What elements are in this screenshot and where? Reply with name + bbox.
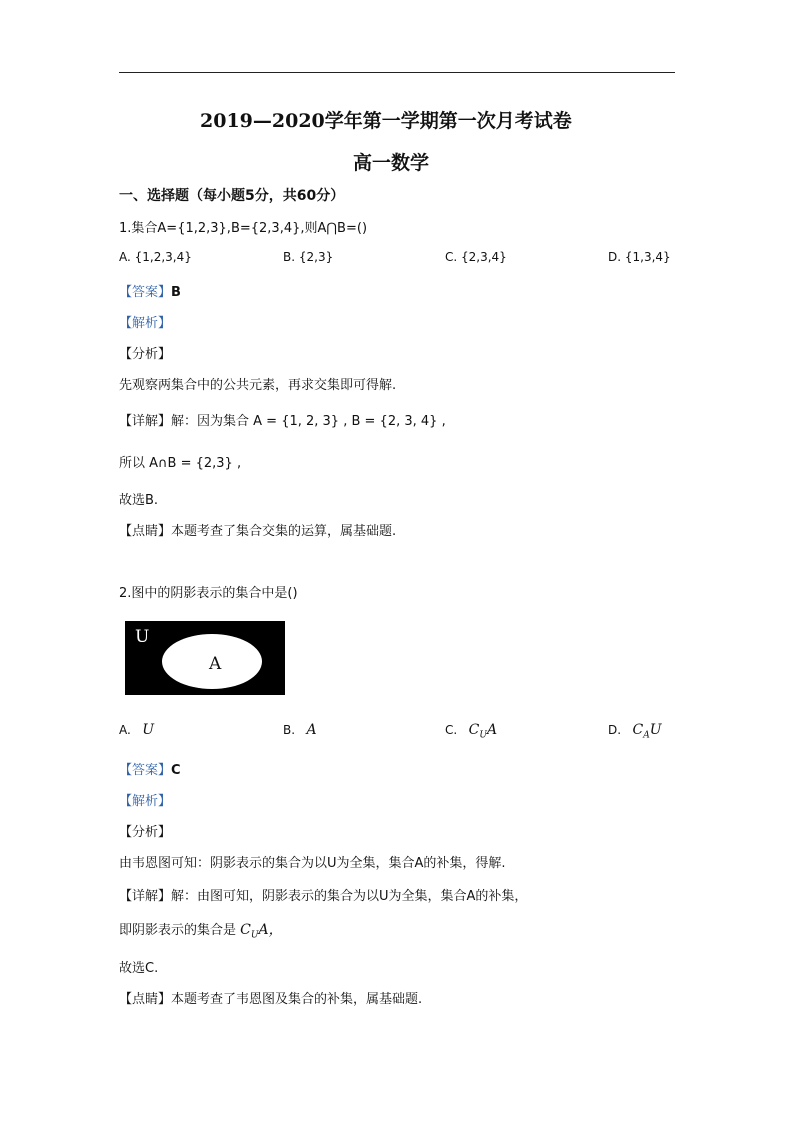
option-letter: D. [608, 723, 622, 737]
option-expr: U [142, 722, 155, 738]
q1-option-a: A. {1,2,3,4} [119, 250, 192, 264]
q2-fenxi-tag: 【分析】 [119, 825, 172, 840]
q2-analysis-tag: 【解析】 [119, 794, 172, 809]
venn-universe-label: U [135, 627, 150, 647]
q1-detail: 解：因为集合 A = {1, 2, 3} , B = {2, 3, 4} , [171, 414, 446, 429]
answer-tag: 【答案】 [119, 285, 172, 300]
q1-so: 所以 A∩B = {2,3} , [119, 456, 242, 471]
header-rule [119, 72, 675, 73]
q1-answer: B [171, 285, 181, 300]
q2-option-c [445, 722, 497, 740]
comment-tag: 【点睛】 [119, 524, 172, 539]
q1-comment: 本题考查了集合交集的运算，属基础题. [171, 524, 397, 539]
q2-comment: 本题考查了韦恩图及集合的补集，属基础题. [171, 992, 423, 1007]
option-sub: A [643, 730, 650, 741]
q1-stem: 1.集合A={1,2,3},B={2,3,4},则A⋂B=() [119, 221, 368, 236]
option-expr: A [306, 722, 317, 738]
q2-so-c: C [240, 922, 251, 938]
venn-set-label: A [209, 654, 222, 674]
q2-comment-line [119, 988, 422, 1007]
q2-choose: 故选C. [119, 961, 159, 976]
q1-option-d: D. {1,3,4} [608, 250, 671, 264]
q1-choose: 故选B. [119, 493, 159, 508]
q1-comment-line [119, 520, 396, 539]
q2-answer-line [119, 759, 181, 778]
exam-title: 2019—2020学年第一学期第一次月考试卷 [200, 110, 572, 132]
option-after: U [649, 722, 662, 738]
option-expr: C [632, 722, 644, 738]
q2-answer: C [171, 763, 181, 778]
section-heading: 一、选择题（每小题5分，共60分） [119, 188, 345, 204]
detail-tag: 【详解】 [119, 414, 172, 429]
option-expr: C [468, 722, 480, 738]
option-letter: C. [445, 723, 458, 737]
q1-answer-line [119, 281, 181, 300]
detail-tag: 【详解】 [119, 889, 172, 904]
exam-subject: 高一数学 [353, 152, 430, 174]
q1-analysis-tag: 【解析】 [119, 316, 172, 331]
q1-option-c: C. {2,3,4} [445, 250, 507, 264]
option-letter: A. [119, 723, 131, 737]
q2-so-sub: U [250, 930, 259, 941]
q2-option-d [608, 722, 662, 740]
q2-option-b [283, 722, 317, 738]
comment-tag: 【点睛】 [119, 992, 172, 1007]
q2-so-prefix: 即阴影表示的集合是 [119, 923, 237, 938]
q2-stem: 2.图中的阴影表示的集合中是() [119, 586, 298, 601]
venn-diagram [125, 621, 285, 695]
q2-detail-line [119, 885, 527, 904]
q1-fenxi: 先观察两集合中的公共元素，再求交集即可得解. [119, 378, 397, 393]
q2-so-line [119, 919, 283, 941]
q1-option-b: B. {2,3} [283, 250, 334, 264]
option-after: A [486, 722, 498, 738]
option-sub: U [479, 730, 487, 741]
q2-option-a [119, 722, 154, 738]
option-letter: B. [283, 723, 296, 737]
q2-so-after: A， [258, 922, 283, 938]
q2-detail: 解：由图可知，阴影表示的集合为以U为全集，集合A的补集， [171, 889, 528, 904]
q2-fenxi: 由韦恩图可知：阴影表示的集合为以U为全集，集合A的补集，得解. [119, 856, 506, 871]
q1-detail-line [119, 410, 446, 429]
answer-tag: 【答案】 [119, 763, 172, 778]
q1-fenxi-tag: 【分析】 [119, 347, 172, 362]
